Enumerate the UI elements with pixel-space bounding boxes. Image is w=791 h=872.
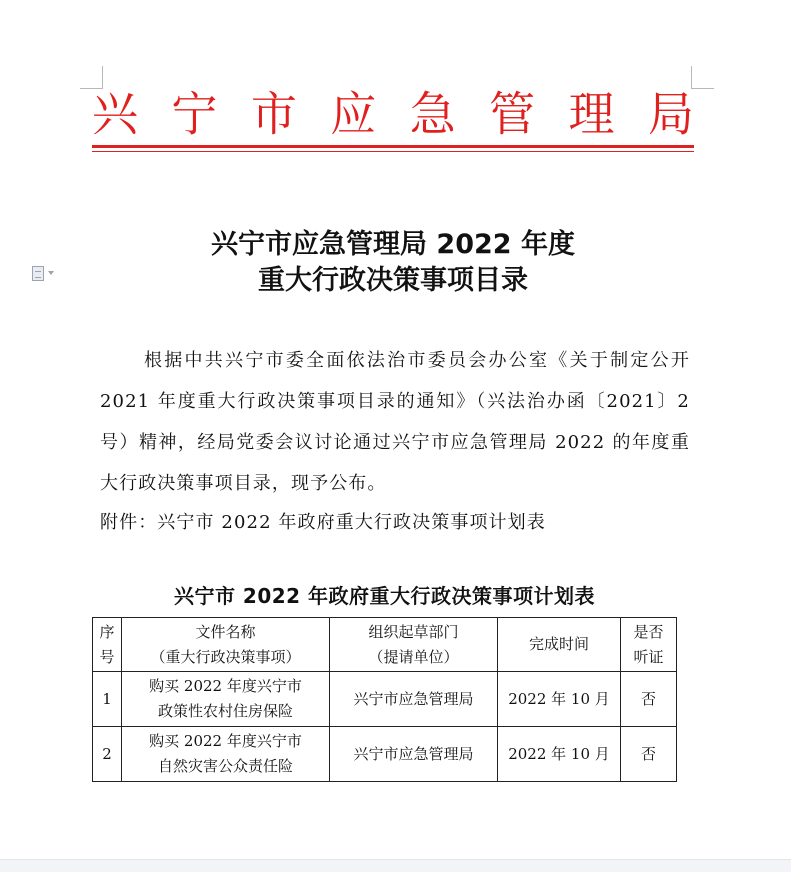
bottom-scroll-area (0, 859, 791, 872)
row-time: 2022 年 10 月 (498, 727, 621, 782)
header-file-name: 文件名称 （重大行政决策事项） (122, 618, 330, 672)
document-title-line2: 重大行政决策事项目录 (258, 265, 528, 296)
document-title-line1: 兴宁市应急管理局 2022 年度 (211, 229, 575, 260)
letterhead-char: 兴 (92, 86, 138, 142)
row-file-name: 购买 2022 年度兴宁市 政策性农村住房保险 (122, 672, 330, 727)
table-row (93, 727, 677, 782)
row-dept: 兴宁市应急管理局 (330, 672, 498, 727)
letterhead-char: 宁 (171, 86, 218, 142)
header-drafting-dept: 组织起草部门 （提请单位） (330, 618, 498, 672)
header-completion-time: 完成时间 (498, 618, 621, 672)
row-no: 2 (93, 727, 122, 782)
letterhead-org-name (92, 88, 694, 140)
table-row (93, 672, 677, 727)
header-hearing: 是否 听证 (621, 618, 677, 672)
row-time: 2022 年 10 月 (498, 672, 621, 727)
row-dept: 兴宁市应急管理局 (330, 727, 498, 782)
letterhead-rule-thick (92, 145, 694, 148)
letterhead-char: 急 (409, 86, 456, 142)
decision-plan-table (92, 617, 677, 782)
letterhead-char: 理 (568, 86, 615, 142)
caret-down-icon (48, 271, 54, 275)
letterhead-char: 市 (250, 86, 297, 142)
document-icon (32, 266, 44, 281)
table-header-row (93, 618, 677, 672)
letterhead-rule-thin (92, 151, 694, 152)
letterhead-char: 局 (647, 86, 694, 142)
letterhead-char: 管 (489, 86, 536, 142)
row-hearing: 否 (621, 672, 677, 727)
row-file-name: 购买 2022 年度兴宁市 自然灾害公众责任险 (122, 727, 330, 782)
letterhead-char: 应 (330, 86, 377, 142)
attachment-line: 附件：兴宁市 2022 年政府重大行政决策事项计划表 (100, 512, 546, 533)
row-no: 1 (93, 672, 122, 727)
row-hearing: 否 (621, 727, 677, 782)
side-document-menu[interactable] (32, 264, 58, 282)
margin-corner-top-right (691, 66, 714, 89)
body-paragraph: 根据中共兴宁市委全面依法治市委员会办公室《关于制定公开 2021 年度重大行政决策事项目录的通知》（兴法治办函〔2021〕2 号）精神，经局党委会议讨论通过兴宁市应急管理局 2022 的年度重大行政决策事项目录，现予公布。 (100, 350, 690, 494)
table-caption: 兴宁市 2022 年政府重大行政决策事项计划表 (173, 584, 596, 608)
header-no: 序 号 (93, 618, 122, 672)
